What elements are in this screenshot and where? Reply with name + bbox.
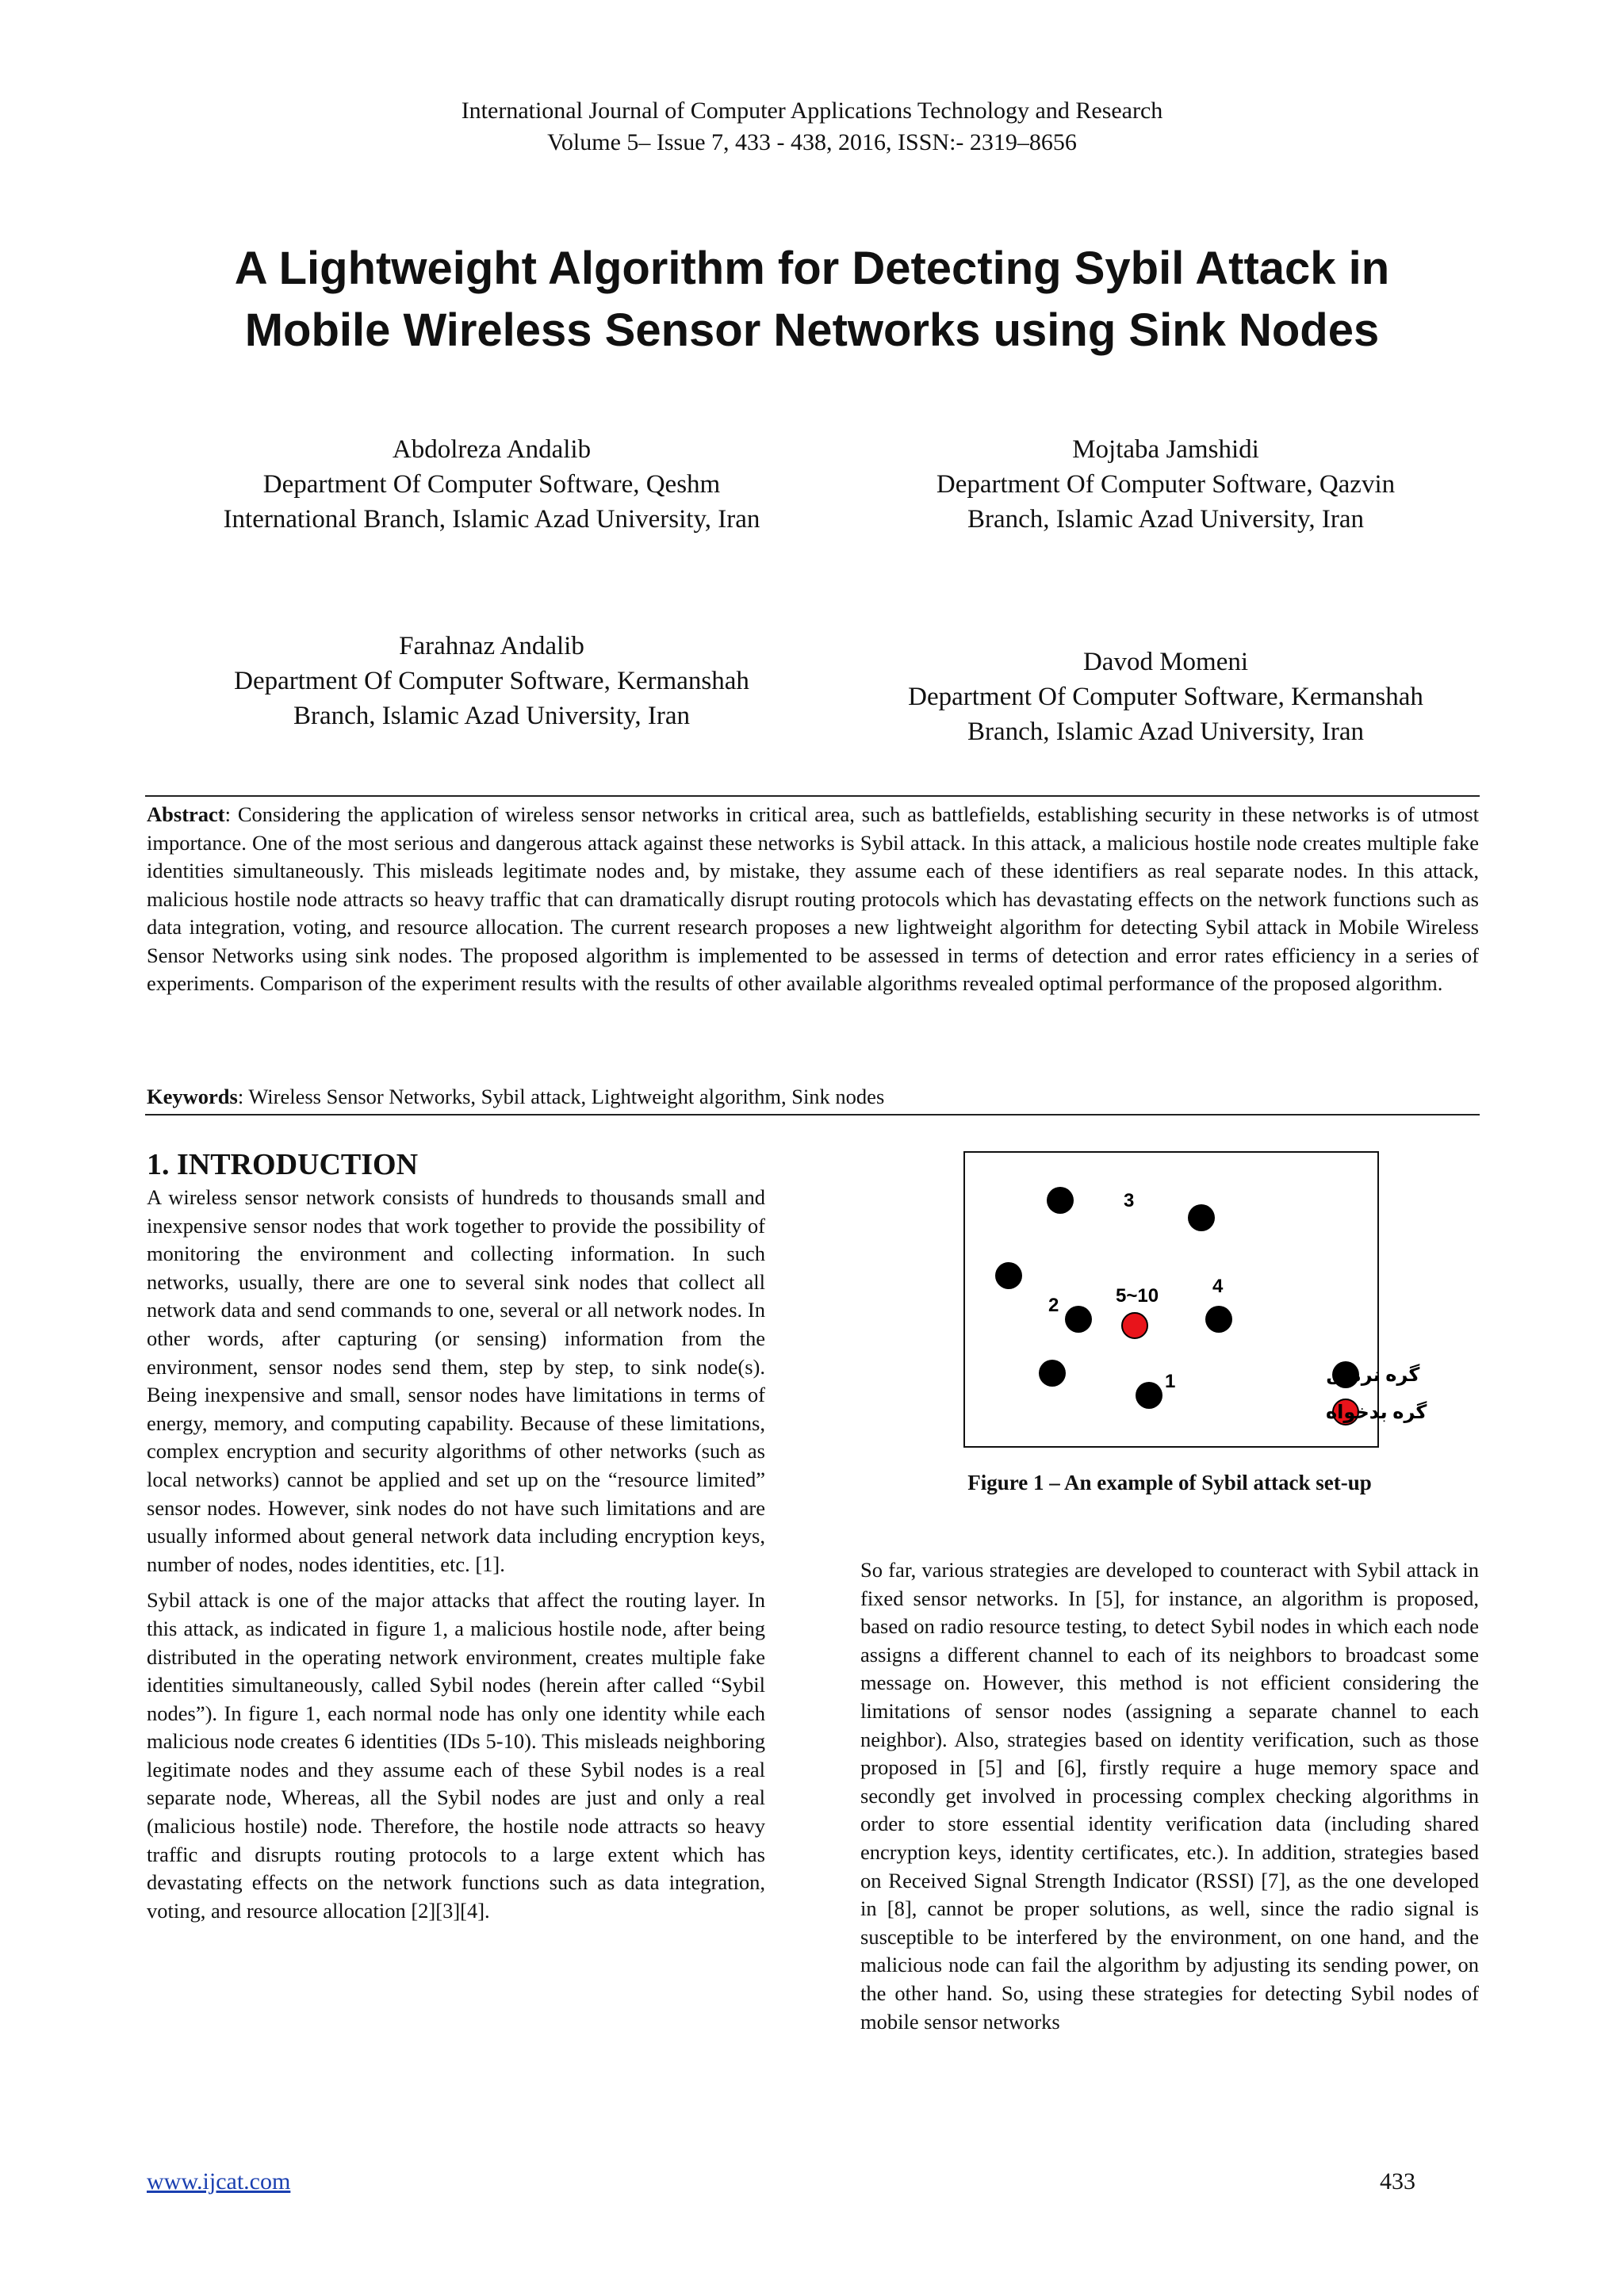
normal-node: [1136, 1382, 1162, 1409]
author-name: Farahnaz Andalib: [399, 632, 584, 660]
footer-website-link[interactable]: www.ijcat.com: [147, 2168, 291, 2195]
node-label: 5~10: [1116, 1285, 1159, 1307]
section-heading: 1. INTRODUCTION: [147, 1148, 419, 1181]
journal-volume: Volume 5– Issue 7, 433 - 438, 2016, ISSN:- 2319–8656: [547, 129, 1077, 155]
author-name: Mojtaba Jamshidi: [1072, 435, 1259, 464]
legend-malicious-label: گره بدخواه: [1326, 1402, 1427, 1423]
author-affiliation: Branch, Islamic Azad University, Iran: [967, 718, 1365, 746]
author-affiliation: Department Of Computer Software, Qazvin: [936, 470, 1396, 499]
node-label: 1: [1165, 1371, 1176, 1392]
normal-node: [1039, 1360, 1066, 1387]
journal-header: [0, 95, 1624, 159]
author-block-1: [190, 432, 793, 537]
node-label: 2: [1048, 1295, 1059, 1316]
author-affiliation: Department Of Computer Software, Qeshm: [262, 470, 721, 499]
right-column: [860, 1556, 1479, 2044]
paragraph: A wireless sensor network consists of hundreds to thousands small and inexpensive sensor nodes that work together to provide the possibility of monitoring the environment and collecting information. In such networks, usually, there are one to several sink nodes that collect all network data and send commands to one, several or all network nodes. In other words, after capturing (or sensing) information from the environment, sensor nodes send them, step by step, to sink node(s). Being inexpensive and small, sensor nodes have limitations in terms of energy, memory, and computing capability. Because of these limitations, complex encryption and security algorithms of other networks (such as local networks) cannot be applied and set up on the “resource limited” sensor nodes. However, sink nodes do not have such limitations and are usually informed about general network data including encryption keys, number of nodes, nodes identities, etc. [1].: [147, 1185, 765, 1576]
node-label: 4: [1212, 1276, 1224, 1297]
abstract-label: Abstract: [147, 802, 225, 826]
author-affiliation: International Branch, Islamic Azad University, Iran: [223, 505, 760, 534]
author-block-4: [841, 645, 1491, 749]
normal-node: [1188, 1204, 1215, 1231]
page-number: 433: [1380, 2168, 1415, 2195]
abstract-text: : Considering the application of wireless sensor networks in critical area, such as battlefields, establishing security in these networks is of utmost importance. One of the most serious and dangerous attack against these networks is Sybil attack. In this attack, a malicious hostile node creates multiple fake identities simultaneously. This misleads legitimate nodes and, by mistake, they assume each of these identifiers as real separate nodes. In this attack, malicious hostile node attracts so heavy traffic that can dramatically disrupt routing protocols which has devastating effects on the network functions such as data integration, voting, and resource allocation. The current research proposes a new lightweight algorithm for detecting Sybil attack in Mobile Wireless Sensor Networks using sink nodes. The proposed algorithm is implemented to be assessed in terms of detection and error rates efficiency in a series of experiments. Comparison of the experiment results with the results of other available algorithms revealed optimal performance of the proposed algorithm.: [147, 802, 1479, 995]
author-affiliation: Branch, Islamic Azad University, Iran: [293, 702, 691, 730]
author-block-2: [856, 432, 1475, 537]
sybil-diagram: [965, 1153, 1427, 1446]
normal-node: [995, 1262, 1022, 1289]
keywords-label: Keywords: [147, 1085, 238, 1108]
normal-node: [1065, 1306, 1092, 1333]
author-affiliation: Branch, Islamic Azad University, Iran: [967, 505, 1365, 534]
abstract-top-rule: [145, 795, 1480, 797]
left-column: [147, 1184, 765, 1933]
figure-caption: Figure 1 – An example of Sybil attack set-up: [967, 1471, 1372, 1494]
author-name: Davod Momeni: [1082, 648, 1249, 676]
journal-name: International Journal of Computer Applications Technology and Research: [461, 98, 1163, 124]
title-line-1: A Lightweight Algorithm for Detecting Sybil Attack in: [234, 243, 1390, 294]
keywords: [147, 1082, 1479, 1111]
author-affiliation: Department Of Computer Software, Kermanshah: [234, 667, 749, 695]
legend-normal-label: گره نرمال: [1326, 1364, 1420, 1386]
paper-title: [119, 238, 1505, 362]
node-label: 3: [1124, 1190, 1135, 1211]
keywords-bottom-rule: [145, 1114, 1480, 1115]
author-name: Abdolreza Andalib: [392, 435, 592, 464]
title-line-2: Mobile Wireless Sensor Networks using Sink Nodes: [244, 304, 1380, 356]
author-block-3: [190, 629, 793, 733]
figure-1: [963, 1151, 1427, 1448]
keywords-text: : Wireless Sensor Networks, Sybil attack, Lightweight algorithm, Sink nodes: [237, 1085, 885, 1108]
sybil-node: [1122, 1313, 1147, 1338]
normal-node: [1205, 1306, 1232, 1333]
author-affiliation: Department Of Computer Software, Kermanshah: [908, 683, 1423, 711]
paragraph: Sybil attack is one of the major attacks that affect the routing layer. In this attack, as indicated in figure 1, a malicious hostile node, after being distributed in the operating network environment, creates multiple fake identities simultaneously, called Sybil nodes (herein after called “Sybil nodes”). In figure 1, each normal node has only one identity while each malicious node creates 6 identities (IDs 5-10). This misleads neighboring legitimate nodes and they assume each of these Sybil nodes is a real separate node, Whereas, all the Sybil nodes are just and only a real (malicious hostile) node. Therefore, the hostile node attracts so heavy traffic and disrupts routing protocols to a large extent which has devastating effects on the network functions such as data integration, voting, and resource allocation [2][3][4].: [147, 1588, 765, 1923]
normal-node: [1047, 1187, 1074, 1214]
abstract: [147, 801, 1479, 998]
paragraph: So far, various strategies are developed to counteract with Sybil attack in fixed sensor networks. In [5], for instance, an algorithm is proposed, based on radio resource testing, to detect Sybil nodes in which each node assigns a different channel to each of its neighbors to broadcast some message on. However, this method is not efficient considering the limitations of sensor nodes (assigning a separate channel to each neighbor). Also, strategies based on identity verification, such as those proposed in [5] and [6], firstly require a huge memory space and secondly get involved in processing complex checking algorithms in order to store essential identity verification data (including shared encryption keys, identity certificates, etc.). In addition, strategies based on Received Signal Strength Indicator (RSSI) [7], as the one developed in [8], cannot be proper solutions, as well, since the radio signal is susceptible to be interfered by the environment, on one hand, and the malicious node can fail the algorithm by adjusting its sending power, on the other hand. So, using these strategies for detecting Sybil nodes of mobile sensor networks: [860, 1558, 1479, 2034]
